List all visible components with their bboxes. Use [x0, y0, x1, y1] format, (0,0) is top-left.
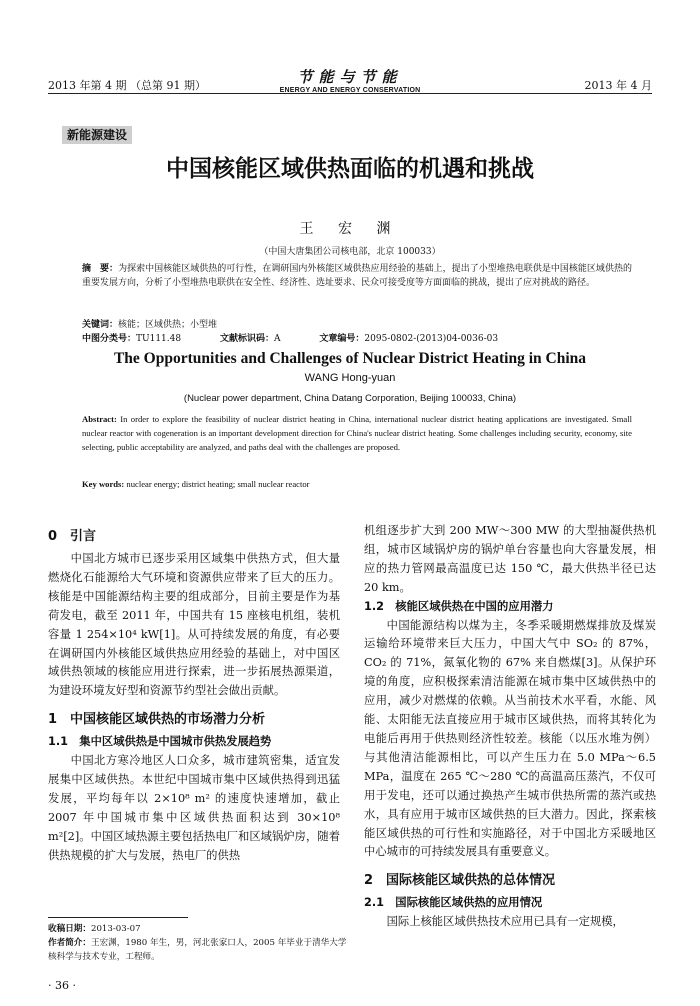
abstract-cn-label: 摘 要： — [82, 264, 119, 274]
journal-name-cn: 节能与节能 — [297, 68, 403, 86]
abstract-en-text: In order to explore the feasibility of nuclear district heating in China, international nuclear district heating applications are investigated. Small nuclear reactor with cogeneration is an important development direction for China's nuclear district heating. Some challenges including security, economy, site selecting, public acceptability are analyzed, and paths deal with the challenges are proposed. — [82, 414, 632, 453]
header-divider — [48, 93, 652, 94]
section-1-2-heading: 1.2 核能区域供热在中国的应用潜力 — [364, 599, 554, 613]
header-date: 2013 年 4 月 — [584, 79, 652, 92]
english-title: The Opportunities and Challenges of Nuclear District Heating in China — [113, 350, 587, 367]
doc-code-label: 文献标识码： — [219, 334, 274, 344]
section-0-paragraph: 中国北方城市已逐步采用区域集中供热方式，但大量燃烧化石能源给大气环境和资源供应带来了巨大的压力。核能是中国能源结构主要的组成部分，目前主要是作为基荷发电，截至 2011 年，中国共有 15 座核电机组，装机容量 1 254×10⁴ kW[1]。从可持续发展的角度，有必要在调研国内外核能区域供热应用经验的基础上，对中国区域供热领域的核能应用进行探索，进一步拓展热源渠道，为建设环境友好型和资源节约型社会做出贡献。 — [48, 552, 340, 698]
keywords-en-label: Key words: — [82, 479, 125, 489]
header-issue: 2013 年第 4 期 （总第 91 期） — [48, 79, 206, 92]
body-column-left — [48, 522, 340, 866]
abstract-en — [82, 412, 632, 455]
received-label: 收稿日期： — [48, 924, 91, 934]
footnote-divider — [48, 917, 188, 918]
journal-name-en: ENERGY AND ENERGY CONSERVATION — [279, 87, 421, 94]
clc-value: TU111.48 — [136, 334, 182, 344]
english-affiliation: (Nuclear power department, China Datang Corporation, Beijing 100033, China) — [183, 393, 517, 404]
abstract-cn — [82, 262, 632, 291]
keywords-en-text: nuclear energy; district heating; small nuclear reactor — [126, 479, 310, 489]
footnote — [48, 922, 348, 964]
journal-masthead — [250, 66, 450, 94]
received-date: 2013-03-07 — [90, 924, 141, 934]
classification-line — [82, 331, 534, 344]
section-2-heading: 2 国际核能区域供热的总体情况 — [364, 873, 556, 889]
section-1-2-paragraph: 中国能源结构以煤为主，冬季采暖期燃煤排放及煤炭运输给环境带来巨大压力，中国大气中 SO₂ 的 87%，CO₂ 的 71%，氮氧化物的 67% 来自燃煤[3]。从保护环境的角度，应积极探索清洁能源在城市集中区域供热中的应用，减少对燃煤的依赖。从当前技术水平看，水能、风能、太阳能无法直接应用于城市区域供热，而将其转化为电能后再用于供热则经济性较差。核能（以压水堆为例）与其他清洁能源相比，可以产生压力在 5.0 MPa～6.5 MPa，温度在 265 ℃～280 ℃的高温高压蒸汽，不仅可用于发电，还可以通过换热产生城市供热所需的蒸汽或热水，具有应用于城市区域供热的巨大潜力。因此，探索核能区域供热的可行性和实施路径，对于中国北方采暖地区中心城市的可持续发展具有重要意义。 — [364, 618, 656, 859]
keywords-cn-label: 关键词： — [82, 320, 119, 330]
author: 王 宏 渊 — [299, 221, 401, 237]
abstract-en-label: Abstract: — [82, 414, 117, 424]
section-1-1-paragraph: 中国北方寒冷地区人口众多，城市建筑密集，适宜发展集中区域供热。本世纪中国城市集中区域供热得到迅猛发展，平均每年以 2×10⁸ m² 的速度快速增加，截止 2007 年中国城市集中区域供热面积达到 30×10⁸ m²[2]。中国区域热源主要包括热电厂和区域锅炉房，随着供热规模的扩大与发展，热电厂的供热 — [48, 754, 340, 862]
page-number: · 36 · — [48, 979, 76, 992]
bio-label: 作者简介： — [48, 938, 91, 948]
keywords-en — [82, 479, 310, 489]
body-column-right — [364, 522, 656, 932]
keywords-cn-text: 核能；区域供热；小型堆 — [118, 320, 218, 330]
affiliation: （中国大唐集团公司核电部，北京 100033） — [259, 247, 441, 257]
article-no-value: 2095-0802-(2013)04-0036-03 — [364, 334, 499, 344]
section-1-heading: 1 中国核能区域供热的市场潜力分析 — [48, 712, 266, 728]
bio-text: 王宏渊，1980 年生，男，河北张家口人，2005 年毕业于清华大学核科学与技术专业，工程师。 — [48, 938, 347, 962]
doc-code-value: A — [274, 334, 281, 344]
abstract-cn-text: 为探索中国核能区域供热的可行性，在调研国内外核能区域供热应用经验的基础上，提出了小型堆热电联供是中国核能区域供热的重要发展方向，分析了小型堆热电联供在安全性、经济性、选址要求、民众可接受度等方面面临的挑战，提出了应对挑战的路径。 — [82, 264, 632, 289]
section-tag: 新能源建设 — [62, 126, 132, 144]
page-title: 中国核能区域供热面临的机遇和挑战 — [166, 156, 534, 182]
section-2-1-paragraph: 国际上核能区域供热技术应用已具有一定规模， — [386, 915, 624, 929]
article-no-label: 文章编号： — [319, 334, 365, 344]
clc-label: 中图分类号： — [82, 334, 137, 344]
section-1-1-heading: 1.1 集中区域供热是中国城市供热发展趋势 — [48, 735, 272, 749]
keywords-cn — [82, 317, 217, 330]
continued-paragraph: 机组逐步扩大到 200 MW～300 MW 的大型抽凝供热机组，城市区域锅炉房的锅炉单台容量也向大容量发展，相应的热力管网最高温度已达 150 ℃，最大供热半径已达 20 km。 — [364, 524, 656, 594]
english-author: WANG Hong-yuan — [304, 372, 396, 384]
section-2-1-heading: 2.1 国际核能区域供热的应用情况 — [364, 896, 543, 910]
section-0-heading: 0 引言 — [48, 529, 97, 544]
